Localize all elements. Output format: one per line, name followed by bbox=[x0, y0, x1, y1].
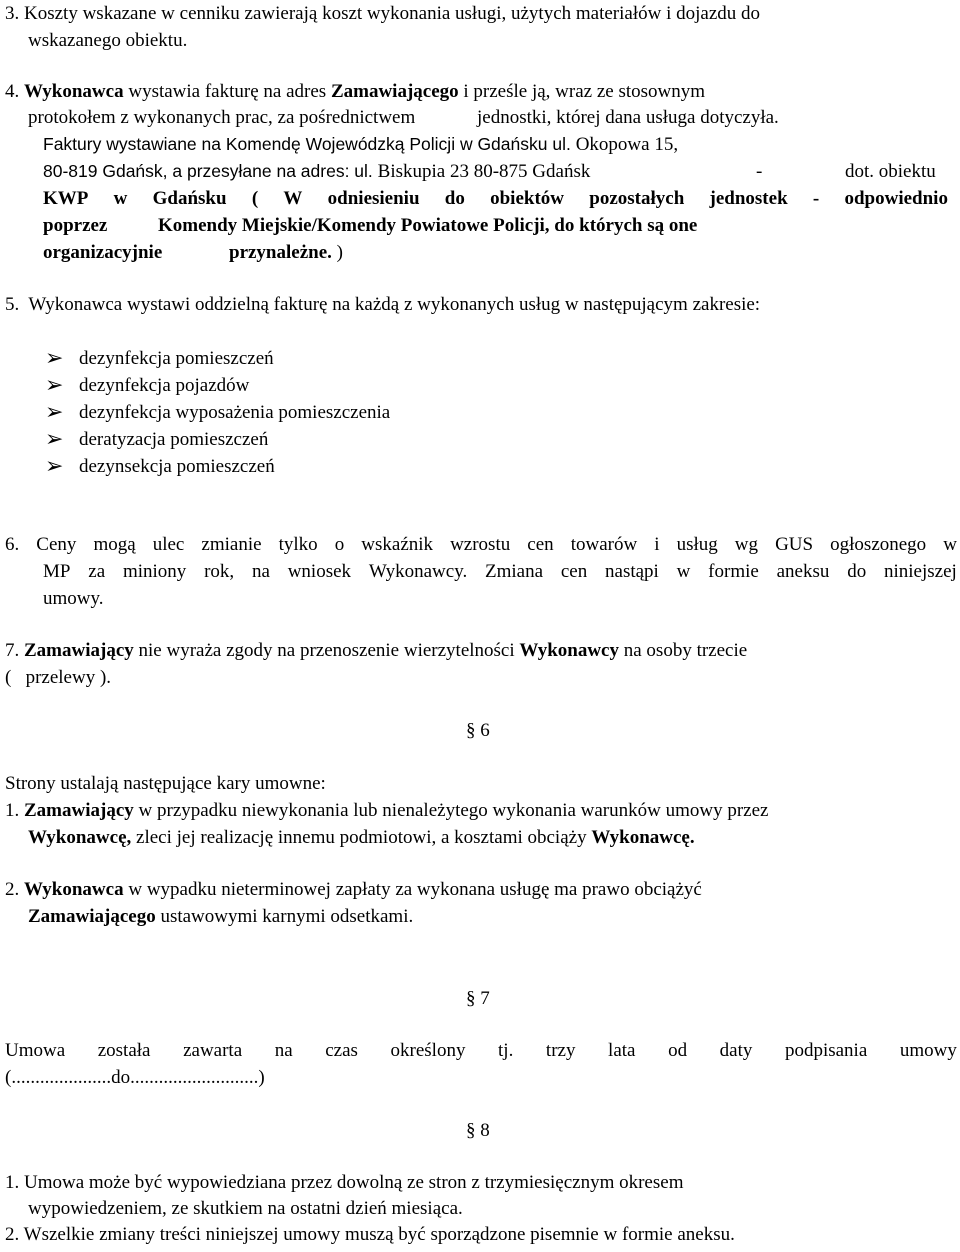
par6-line1-word: 6. bbox=[5, 534, 20, 555]
s8-par2: 2. Wszelkie zmiany treści niniejszej umowy muszą być sporządzone pisemnie w formie aneksu. bbox=[5, 1224, 735, 1245]
par4-line7b: przynależne. bbox=[229, 242, 332, 263]
s6-par1-line2 bbox=[28, 828, 695, 847]
s7-line1-word: określony bbox=[390, 1040, 466, 1061]
par6-line2-word: rok, bbox=[204, 561, 235, 582]
par6-line1-word: mogą bbox=[93, 534, 136, 555]
par7-line1 bbox=[5, 641, 747, 660]
par4-line5-word: ( bbox=[251, 188, 259, 209]
arrow-bullet-icon: ➢ bbox=[45, 427, 64, 452]
s7-line1-word: Umowa bbox=[5, 1040, 66, 1061]
section-6-intro: Strony ustalają następujące kary umowne: bbox=[5, 773, 326, 794]
list-item-text: dezynfekcja pomieszczeń bbox=[79, 348, 274, 369]
par4-line4-dot-obiektu: dot. obiektu bbox=[845, 161, 936, 182]
s8-par1-line2: wypowiedzeniem, ze skutkiem na ostatni dzień miesiąca. bbox=[28, 1198, 463, 1219]
par6-line1-word: towarów bbox=[570, 534, 638, 555]
par4-wykonawca: Wykonawca bbox=[24, 81, 124, 102]
par3-line1 bbox=[5, 4, 760, 23]
par4-line5-word: KWP bbox=[43, 188, 89, 209]
par4-line5-word: jednostek bbox=[709, 188, 788, 209]
par4-line5-word: do bbox=[444, 188, 465, 209]
par7-line2: ( przelewy ). bbox=[5, 667, 112, 688]
s7-line1-word: podpisania bbox=[784, 1040, 868, 1061]
par6-line2-word: aneksu bbox=[776, 561, 830, 582]
par4-line6b: Komendy Miejskie/Komendy Powiatowe Policji, do których są one bbox=[158, 215, 698, 236]
arrow-bullet-icon: ➢ bbox=[45, 454, 64, 479]
par7-wykonawcy: Wykonawcy bbox=[519, 640, 619, 661]
s6-par1-wykonawce2: Wykonawcę. bbox=[591, 827, 695, 848]
par4-line2a: protokołem z wykonanych prac, za pośrednictwem bbox=[28, 107, 416, 128]
list-item-text: dezynfekcja wyposażenia pomieszczenia bbox=[79, 402, 391, 423]
par4-line4-dash: - bbox=[756, 161, 763, 182]
s7-line1-word: na bbox=[274, 1040, 293, 1061]
par4-zamawiajacego: Zamawiającego bbox=[330, 81, 459, 102]
par6-line1-word: GUS bbox=[775, 534, 814, 555]
par6-line3: umowy. bbox=[43, 588, 104, 609]
s7-line1 bbox=[5, 1041, 957, 1060]
par6-line2-word: w bbox=[676, 561, 691, 582]
par6-line1-word: ulec bbox=[152, 534, 185, 555]
par4-line5-word: odniesieniu bbox=[327, 188, 420, 209]
s6-par2-number: 2. bbox=[5, 879, 20, 900]
par4-line7a: organizacyjnie bbox=[43, 242, 163, 263]
par3-number: 3. bbox=[5, 3, 20, 24]
par3-line2: wskazanego obiektu. bbox=[28, 30, 188, 51]
arrow-bullet-icon: ➢ bbox=[45, 373, 64, 398]
list-item-text: deratyzacja pomieszczeń bbox=[79, 429, 269, 450]
par4-line2b: jednostki, której dana usługa dotyczyła. bbox=[477, 107, 779, 128]
par6-line2-word: cen bbox=[560, 561, 588, 582]
par6-line2-word: MP bbox=[43, 561, 71, 582]
par4-line4-address: Biskupia 23 80-875 Gdańsk bbox=[377, 161, 591, 182]
s8-par1-line1: 1. Umowa może być wypowiedziana przez dowolną ze stron z trzymiesięcznym okresem bbox=[5, 1172, 684, 1193]
par6-line2-word: wniosek bbox=[287, 561, 352, 582]
par6-line1-word: wzrostu bbox=[450, 534, 511, 555]
par4-text1: wystawia fakturę na adres bbox=[123, 81, 331, 102]
par7-text1: nie wyraża zgody na przenoszenie wierzytelności bbox=[133, 640, 520, 661]
s7-line1-word: została bbox=[97, 1040, 151, 1061]
par4-line5-word: odpowiednio bbox=[844, 188, 948, 209]
par6-line2-word: niniejszej bbox=[883, 561, 957, 582]
par4-line5-word: pozostałych bbox=[589, 188, 685, 209]
s7-line2: (.....................do...........................) bbox=[5, 1067, 265, 1088]
s7-line1-word: daty bbox=[719, 1040, 753, 1061]
par4-line7 bbox=[43, 243, 162, 262]
par6-line1-word: ogłoszonego bbox=[830, 534, 927, 555]
s6-par1-text1: w przypadku niewykonania lub nienależytego wykonania warunków umowy przez bbox=[133, 800, 769, 821]
par6-line2 bbox=[43, 562, 957, 581]
s6-par1-zamawiajacy: Zamawiający bbox=[24, 800, 134, 821]
s6-par1-wykonawce: Wykonawcę, bbox=[28, 827, 132, 848]
par4-line5 bbox=[43, 189, 948, 208]
s6-par1-line1 bbox=[5, 801, 768, 820]
par6-line2-word: formie bbox=[708, 561, 759, 582]
arrow-bullet-icon: ➢ bbox=[45, 400, 64, 425]
list-item-text: dezynsekcja pomieszczeń bbox=[79, 456, 275, 477]
s6-par2-line2 bbox=[28, 907, 413, 926]
s7-line1-word: zawarta bbox=[183, 1040, 243, 1061]
s6-par2-wykonawca: Wykonawca bbox=[24, 879, 124, 900]
par4-line1 bbox=[5, 82, 705, 101]
par6-line1-word: wskaźnik bbox=[361, 534, 434, 555]
s6-par1-text2: zleci jej realizację innemu podmiotowi, a kosztami obciąży bbox=[131, 827, 592, 848]
par4-text2: i prześle ją, wraz ze stosownym bbox=[458, 81, 706, 102]
par6-line2-word: Zmiana bbox=[485, 561, 544, 582]
par6-line2-word: do bbox=[847, 561, 867, 582]
par6-line1 bbox=[5, 535, 957, 554]
par6-line1-word: cen bbox=[527, 534, 554, 555]
par6-line2-word: za bbox=[88, 561, 106, 582]
par6-line2-word: na bbox=[251, 561, 270, 582]
par5-text: Wykonawca wystawi oddzielną fakturę na każdą z wykonanych usług w następującym zakresie: bbox=[28, 294, 761, 315]
s6-par2-zamawiajacego: Zamawiającego bbox=[28, 906, 156, 927]
list-item-text: dezynfekcja pojazdów bbox=[79, 375, 250, 396]
par6-line1-word: Ceny bbox=[36, 534, 77, 555]
par6-line1-word: zmianie bbox=[201, 534, 262, 555]
arrow-bullet-icon: ➢ bbox=[45, 346, 64, 371]
par4-line5-word: W bbox=[283, 188, 303, 209]
section-6-heading: § 6 bbox=[466, 720, 490, 741]
section-8-heading: § 8 bbox=[466, 1120, 490, 1141]
par7-number: 7. bbox=[5, 640, 20, 661]
s6-par1-number: 1. bbox=[5, 800, 20, 821]
par7-text2: na osoby trzecie bbox=[619, 640, 748, 661]
s7-line1-word: lata bbox=[608, 1040, 636, 1061]
par5-number: 5. bbox=[5, 294, 20, 315]
s7-line1-word: umowy bbox=[899, 1040, 957, 1061]
par6-line1-word: tylko bbox=[278, 534, 318, 555]
par4-line4-text: 80-819 Gdańsk, a przesyłane na adres: ul. bbox=[43, 161, 378, 181]
par4-line4 bbox=[43, 162, 590, 181]
section-7-heading: § 7 bbox=[466, 988, 490, 1009]
par3-text-line1: Koszty wskazane w cenniku zawierają koszt wykonania usługi, użytych materiałów i dojazdu do bbox=[24, 3, 761, 24]
par5-line1 bbox=[5, 295, 760, 314]
par4-line5-word: w bbox=[113, 188, 128, 209]
s7-line1-word: czas bbox=[325, 1040, 358, 1061]
par4-line5-word: - bbox=[812, 188, 820, 209]
par6-line1-word: o bbox=[334, 534, 345, 555]
par4-line5-word: obiektów bbox=[490, 188, 565, 209]
par4-line6a: poprzez bbox=[43, 215, 108, 236]
par4-number: 4. bbox=[5, 81, 20, 102]
par6-line1-word: w bbox=[943, 534, 957, 555]
par6-line1-word: i bbox=[654, 534, 660, 555]
par4-line7c: ) bbox=[331, 242, 343, 263]
s6-par2-text2: ustawowymi karnymi odsetkami. bbox=[155, 906, 414, 927]
s7-line1-word: od bbox=[668, 1040, 688, 1061]
par6-line2-word: nastąpi bbox=[605, 561, 659, 582]
s7-line1-word: trzy bbox=[545, 1040, 576, 1061]
par4-line3 bbox=[43, 135, 678, 154]
par4-line3-text: Faktury wystawiane na Komendę Wojewódzką Policji w Gdańsku ul. bbox=[43, 134, 576, 154]
par4-line3-address: Okopowa 15, bbox=[575, 134, 679, 155]
par6-line1-word: usług bbox=[676, 534, 718, 555]
par6-line2-word: miniony bbox=[122, 561, 187, 582]
s7-line1-word: tj. bbox=[498, 1040, 514, 1061]
par6-line1-word: wg bbox=[734, 534, 759, 555]
par4-line7-end bbox=[229, 243, 343, 262]
s6-par2-line1 bbox=[5, 880, 702, 899]
par4-line5-word: Gdańsku bbox=[152, 188, 227, 209]
par6-line2-word: Wykonawcy. bbox=[368, 561, 468, 582]
par7-zamawiajacy: Zamawiający bbox=[24, 640, 134, 661]
s6-par2-text1: w wypadku nieterminowej zapłaty za wykonana usługę ma prawo obciążyć bbox=[123, 879, 702, 900]
